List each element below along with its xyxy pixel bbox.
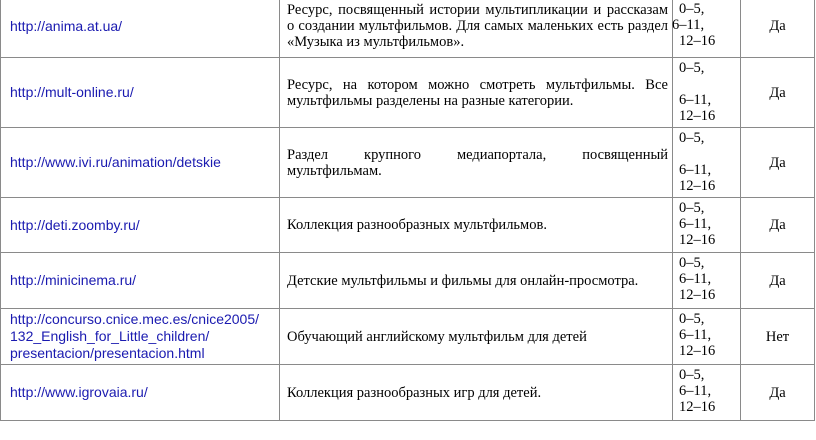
- spacer: [679, 146, 738, 162]
- age-range: 12–16: [679, 108, 716, 124]
- age-range: 6–11,: [672, 17, 705, 33]
- age-cell: [673, 58, 741, 128]
- url-cell: [1, 0, 280, 58]
- table-row: [1, 0, 815, 58]
- age-range: 12–16: [679, 399, 716, 415]
- resource-link[interactable]: http://deti.zoomby.ru/: [10, 216, 140, 233]
- spacer: [679, 76, 738, 92]
- table-row: [1, 198, 815, 253]
- answer-cell: Да: [741, 253, 815, 309]
- age-cell: [673, 253, 741, 309]
- age-range: 6–11,: [679, 216, 712, 232]
- age-cell: [673, 128, 741, 198]
- age-range: 12–16: [679, 287, 716, 303]
- age-range: 12–16: [679, 343, 716, 359]
- description-cell: Ресурс, на котором можно смотреть мультфильмы. Все мультфильмы разделены на разные категории.: [280, 58, 673, 128]
- age-range: 0–5,: [679, 200, 705, 216]
- answer-cell: Да: [741, 128, 815, 198]
- age-range: 6–11,: [679, 92, 712, 108]
- age-range: 0–5,: [679, 255, 705, 271]
- answer-cell: Да: [741, 58, 815, 128]
- resource-link[interactable]: http://www.igrovaia.ru/: [10, 384, 148, 400]
- age-range: 6–11,: [679, 327, 712, 343]
- answer-cell: Да: [741, 198, 815, 253]
- url-cell: [1, 198, 280, 253]
- age-cell: [673, 198, 741, 253]
- table-row: [1, 58, 815, 128]
- age-range: 12–16: [679, 232, 716, 248]
- answer-cell: Нет: [741, 309, 815, 365]
- age-range: 0–5,: [679, 1, 705, 17]
- age-range: 0–5,: [679, 311, 705, 327]
- age-range: 6–11,: [679, 271, 712, 287]
- age-cell: [673, 0, 741, 58]
- description-cell: Коллекция разнообразных мультфильмов.: [280, 198, 673, 253]
- table-row: [1, 309, 815, 365]
- url-cell: [1, 365, 280, 421]
- description-cell: Детские мультфильмы и фильмы для онлайн-просмотра.: [280, 253, 673, 309]
- url-cell: [1, 58, 280, 128]
- age-cell: [673, 365, 741, 421]
- description-cell: Обучающий английскому мультфильм для детей: [280, 309, 673, 365]
- resource-link[interactable]: http://concurso.cnice.mec.es/cnice2005/ 132_English_for_Little_children/ presentacion/presentacion.html: [10, 311, 260, 361]
- age-range: 0–5,: [679, 367, 705, 383]
- answer-cell: Да: [741, 365, 815, 421]
- table-row: [1, 128, 815, 198]
- description-cell: Раздел крупного медиапортала, посвященный мультфильмам.: [280, 128, 673, 198]
- age-range: 12–16: [679, 178, 716, 194]
- age-range: 0–5,: [679, 60, 705, 76]
- url-cell: [1, 253, 280, 309]
- age-range: 6–11,: [679, 383, 712, 399]
- resource-link[interactable]: http://minicinema.ru/: [10, 272, 137, 288]
- url-cell: [1, 309, 280, 365]
- table-row: [1, 365, 815, 421]
- description-cell: Ресурс, посвященный истории мультипликации и рассказам о создании мультфильмов. Для самых маленьких есть раздел «Музыка из мультфильмов».: [280, 0, 673, 58]
- resource-link[interactable]: http://www.ivi.ru/animation/detskie: [10, 154, 221, 170]
- age-range: 12–16: [679, 33, 716, 49]
- age-range: 0–5,: [679, 130, 705, 146]
- description-cell: Коллекция разнообразных игр для детей.: [280, 365, 673, 421]
- url-cell: [1, 128, 280, 198]
- age-range: 6–11,: [679, 162, 712, 178]
- age-cell: [673, 309, 741, 365]
- resource-link[interactable]: http://mult-online.ru/: [10, 84, 134, 100]
- table-row: [1, 253, 815, 309]
- resource-link[interactable]: http://anima.at.ua/: [10, 17, 123, 34]
- answer-cell: Да: [741, 0, 815, 58]
